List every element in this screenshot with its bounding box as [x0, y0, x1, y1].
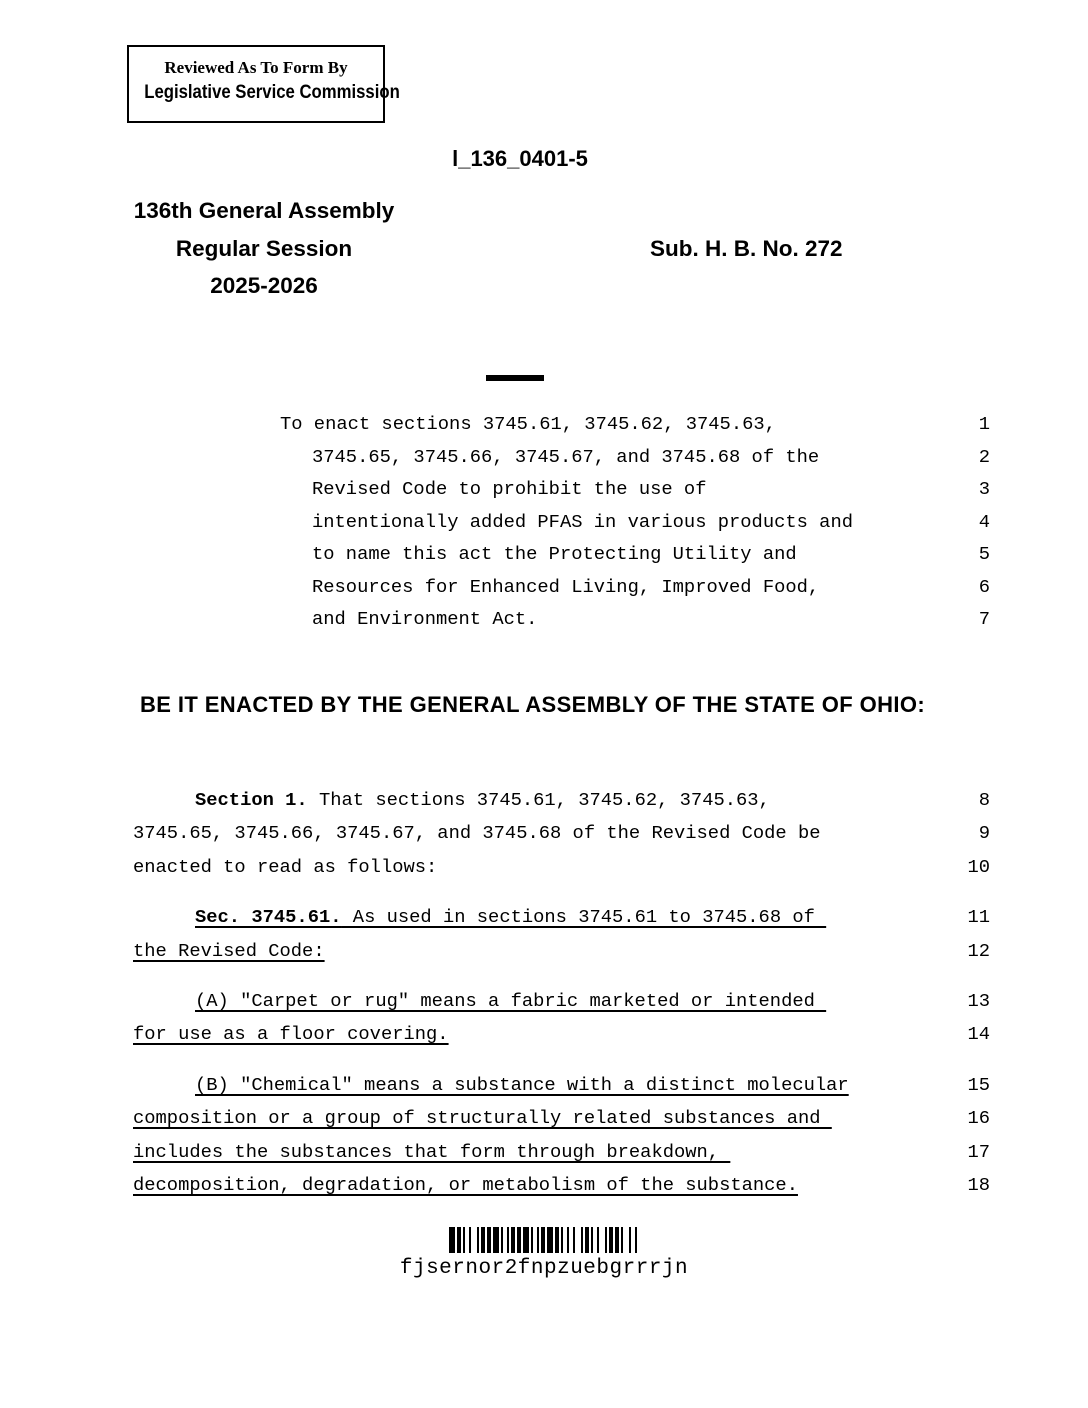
- line-number: 16: [967, 1107, 990, 1130]
- line-text: decomposition, degradation, or metabolism of the substance.: [133, 1173, 798, 1196]
- document-line: [133, 784, 1088, 817]
- line-number: 9: [978, 822, 990, 845]
- document-number: l_136_0401-5: [452, 146, 588, 171]
- barcode-text: fjsernor2fnpzuebgrrrjn: [399, 1257, 689, 1280]
- line-text: composition or a group of structurally related substances and: [133, 1107, 832, 1130]
- line-number: 2: [978, 445, 990, 468]
- line-text: To enact sections 3745.61, 3745.62, 3745.63,: [280, 413, 776, 435]
- line-text: (A) "Carpet or rug" means a fabric marketed or intended: [195, 989, 827, 1012]
- line-number: 12: [967, 939, 990, 962]
- bill-number: Sub. H. B. No. 272: [650, 236, 843, 261]
- document-line: [133, 1169, 1088, 1202]
- document-line: [133, 1136, 1088, 1169]
- document-line: [133, 1069, 1088, 1102]
- line-number: 7: [978, 608, 990, 630]
- line-text: Revised Code to prohibit the use of: [312, 478, 707, 500]
- line-text: Resources for Enhanced Living, Improved Food,: [312, 575, 820, 598]
- bill-synopsis: [280, 408, 1088, 636]
- line-text: intentionally added PFAS in various products and: [312, 510, 853, 533]
- line-number: 17: [967, 1140, 990, 1163]
- line-number: 15: [967, 1073, 990, 1096]
- line-text: includes the substances that form through breakdown,: [133, 1140, 731, 1163]
- line-number: 10: [967, 855, 990, 878]
- document-line: [133, 935, 1088, 968]
- line-number: 11: [967, 906, 990, 929]
- line-number: 14: [967, 1023, 990, 1046]
- assembly-header: [130, 192, 398, 305]
- session-years: 2025-2026: [210, 273, 318, 298]
- line-text: Section 1. That sections 3745.61, 3745.62, 3745.63,: [195, 789, 770, 811]
- paragraph: [133, 784, 1088, 884]
- session-name: Regular Session: [175, 235, 353, 261]
- paragraph: [133, 985, 1088, 1052]
- document-line: [280, 571, 1088, 604]
- document-line: [133, 1018, 1088, 1051]
- line-number: 6: [978, 575, 990, 598]
- stamp-line-1: Reviewed As To Form By: [164, 58, 348, 77]
- document-line: [133, 851, 1088, 884]
- line-text: for use as a floor covering.: [133, 1023, 449, 1046]
- paragraph: [133, 1069, 1088, 1203]
- line-text: 3745.65, 3745.66, 3745.67, and 3745.68 of the: [312, 445, 820, 468]
- lsc-review-stamp: [127, 45, 400, 123]
- document-line: [133, 985, 1088, 1018]
- stamp-line-2: Legislative Service Commission: [144, 82, 400, 103]
- line-text: 3745.65, 3745.66, 3745.67, and 3745.68 of the Revised Code be: [133, 822, 821, 845]
- assembly-name: 136th General Assembly: [133, 198, 395, 223]
- document-line: [280, 473, 1088, 506]
- document-line: [280, 506, 1088, 539]
- document-line: [280, 538, 1088, 571]
- document-line: [280, 408, 1088, 441]
- line-text: and Environment Act.: [312, 608, 538, 630]
- document-line: [280, 441, 1088, 474]
- line-text: (B) "Chemical" means a substance with a distinct molecular: [195, 1073, 849, 1096]
- line-number: 4: [978, 510, 990, 533]
- line-number: 3: [978, 478, 990, 500]
- line-text: to name this act the Protecting Utility and: [312, 543, 797, 565]
- line-number: 18: [967, 1173, 990, 1196]
- bill-body: [133, 784, 1088, 1202]
- document-line: [133, 1102, 1088, 1135]
- line-number: 13: [967, 989, 990, 1012]
- line-text: the Revised Code:: [133, 939, 325, 962]
- paragraph: [133, 901, 1088, 968]
- document-line: [280, 603, 1088, 636]
- document-line: [133, 901, 1088, 934]
- line-number: 5: [978, 543, 990, 565]
- line-number: 1: [978, 413, 990, 435]
- divider-rule: [486, 375, 544, 381]
- barcode-bars: [449, 1227, 639, 1253]
- line-text: Sec. 3745.61. As used in sections 3745.61 to 3745.68 of: [195, 906, 827, 929]
- line-text: enacted to read as follows:: [133, 855, 438, 878]
- line-number: 8: [978, 789, 990, 811]
- barcode: [0, 1227, 1088, 1280]
- enacting-clause: BE IT ENACTED BY THE GENERAL ASSEMBLY OF THE STATE OF OHIO:: [140, 692, 926, 717]
- document-line: [133, 817, 1088, 850]
